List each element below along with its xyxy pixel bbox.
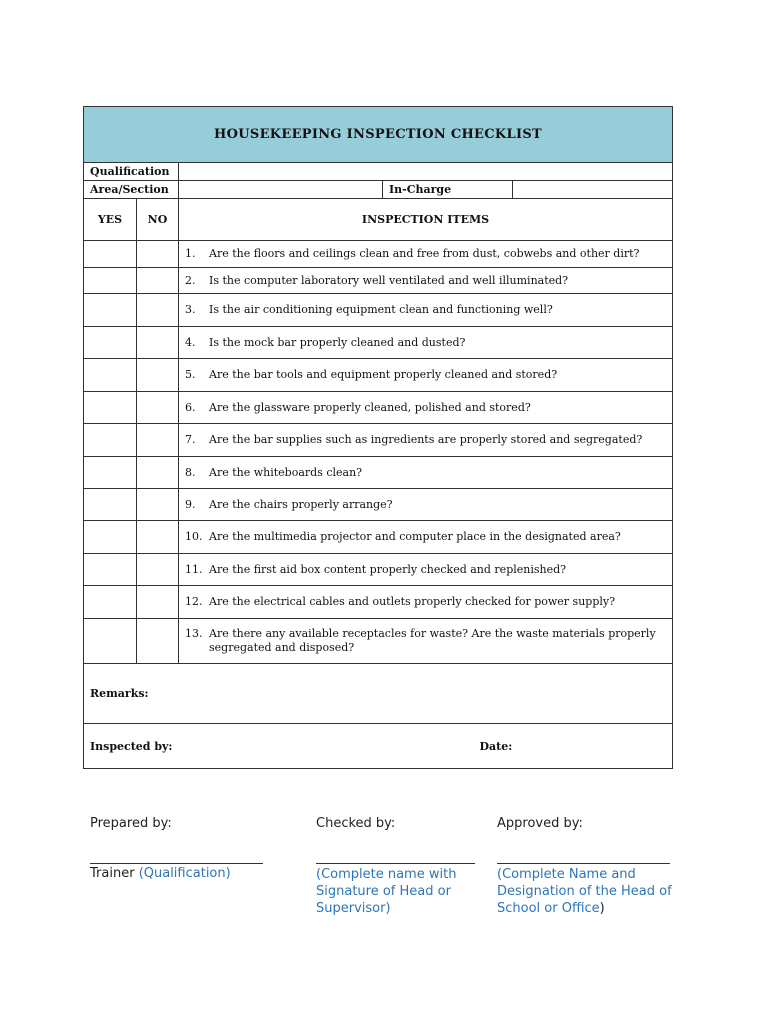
table-row (84, 521, 673, 554)
table-row (84, 586, 673, 619)
no-checkbox-cell[interactable] (137, 241, 179, 268)
inspection-item: 2. Is the computer laboratory well ventilated and well illuminated? (179, 268, 673, 294)
date-label: Date: (479, 739, 513, 753)
incharge-label: In-Charge (383, 181, 513, 199)
table-row (84, 554, 673, 586)
qualification-label: Qualification (84, 163, 179, 181)
inspection-item: 7. Are the bar supplies such as ingredients are properly stored and segregated? (179, 424, 673, 457)
inspection-item: 9. Are the chairs properly arrange? (179, 489, 673, 521)
inspection-item: 6. Are the glassware properly cleaned, polished and stored? (179, 392, 673, 424)
form-title: HOUSEKEEPING INSPECTION CHECKLIST (84, 107, 673, 163)
checked-by-label: Checked by: (316, 816, 396, 831)
area-section-label: Area/Section (84, 181, 179, 199)
prepared-by-name: Trainer (Qualification) (90, 866, 231, 881)
table-row (84, 619, 673, 664)
no-checkbox-cell[interactable] (137, 457, 179, 489)
no-checkbox-cell[interactable] (137, 521, 179, 554)
inspection-items-header: INSPECTION ITEMS (179, 199, 673, 241)
yes-checkbox-cell[interactable] (84, 424, 137, 457)
yes-checkbox-cell[interactable] (84, 268, 137, 294)
yes-column-header: YES (84, 199, 137, 241)
prepared-by-label: Prepared by: (90, 816, 172, 831)
yes-checkbox-cell[interactable] (84, 359, 137, 392)
approved-by-description: (Complete Name and Designation of the Head of School or Office) (497, 867, 672, 916)
yes-checkbox-cell[interactable] (84, 619, 137, 664)
table-row (84, 268, 673, 294)
no-column-header: NO (137, 199, 179, 241)
table-row (84, 294, 673, 327)
approved-signature-line[interactable] (497, 863, 670, 864)
yes-checkbox-cell[interactable] (84, 554, 137, 586)
area-section-field[interactable] (179, 181, 383, 199)
table-row (84, 489, 673, 521)
checked-signature-line[interactable] (316, 863, 475, 864)
approved-by-block (497, 816, 697, 926)
prepared-signature-line[interactable] (90, 863, 263, 864)
table-row (84, 424, 673, 457)
remarks-area[interactable] (84, 664, 673, 724)
inspection-item: 5. Are the bar tools and equipment properly cleaned and stored? (179, 359, 673, 392)
yes-checkbox-cell[interactable] (84, 327, 137, 359)
no-checkbox-cell[interactable] (137, 424, 179, 457)
qualification-field[interactable] (179, 163, 673, 181)
yes-checkbox-cell[interactable] (84, 392, 137, 424)
no-checkbox-cell[interactable] (137, 554, 179, 586)
no-checkbox-cell[interactable] (137, 294, 179, 327)
no-checkbox-cell[interactable] (137, 392, 179, 424)
inspection-item: 8. Are the whiteboards clean? (179, 457, 673, 489)
inspection-item: 10. Are the multimedia projector and computer place in the designated area? (179, 521, 673, 554)
inspected-by-label: Inspected by: (90, 739, 173, 753)
no-checkbox-cell[interactable] (137, 268, 179, 294)
inspection-item: 12. Are the electrical cables and outlets properly checked for power supply? (179, 586, 673, 619)
table-row (84, 457, 673, 489)
table-row (84, 241, 673, 268)
yes-checkbox-cell[interactable] (84, 586, 137, 619)
no-checkbox-cell[interactable] (137, 619, 179, 664)
yes-checkbox-cell[interactable] (84, 489, 137, 521)
incharge-field[interactable] (513, 181, 673, 199)
table-row (84, 392, 673, 424)
remarks-label: Remarks: (90, 687, 149, 700)
inspection-item: 3. Is the air conditioning equipment clean and functioning well? (179, 294, 673, 327)
prepared-by-block (90, 816, 270, 896)
yes-checkbox-cell[interactable] (84, 294, 137, 327)
inspection-item: 13. Are there any available receptacles for waste? Are the waste materials properly segregated and disposed? (179, 619, 673, 664)
no-checkbox-cell[interactable] (137, 327, 179, 359)
inspected-by-row (84, 724, 673, 769)
checked-by-block (316, 816, 486, 926)
no-checkbox-cell[interactable] (137, 586, 179, 619)
inspection-item: 1. Are the floors and ceilings clean and free from dust, cobwebs and other dirt? (179, 241, 673, 268)
table-row (84, 359, 673, 392)
inspection-item: 4. Is the mock bar properly cleaned and dusted? (179, 327, 673, 359)
yes-checkbox-cell[interactable] (84, 241, 137, 268)
yes-checkbox-cell[interactable] (84, 457, 137, 489)
no-checkbox-cell[interactable] (137, 359, 179, 392)
approved-by-label: Approved by: (497, 816, 583, 831)
yes-checkbox-cell[interactable] (84, 521, 137, 554)
inspection-item: 11. Are the first aid box content properly checked and replenished? (179, 554, 673, 586)
no-checkbox-cell[interactable] (137, 489, 179, 521)
table-row (84, 327, 673, 359)
checked-by-description: (Complete name with Signature of Head or Supervisor) (316, 867, 457, 916)
inspection-checklist-table (83, 106, 673, 769)
